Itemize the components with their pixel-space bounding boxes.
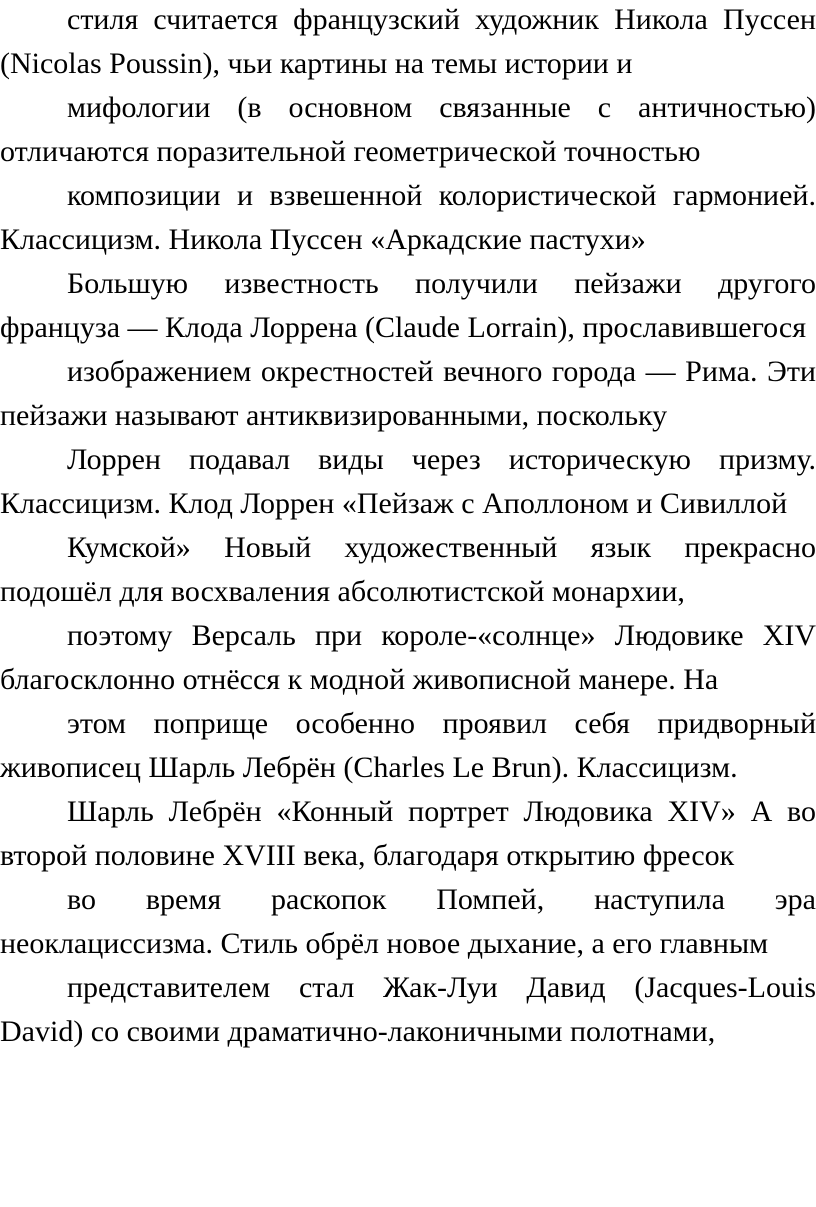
paragraph: Лоррен подавал виды через историческую призму. Классицизм. Клод Лоррен «Пейзаж с Аполлоном и Сивиллой bbox=[0, 443, 816, 520]
paragraph: Большую известность получили пейзажи другого француза — Клода Лоррена (Claude Lorrain), прославившегося bbox=[0, 267, 816, 344]
paragraph: Шарль Лебрён «Конный портрет Людовика XIV» А во второй половине XVIII века, благодаря открытию фресок bbox=[0, 795, 816, 872]
paragraph: представителем стал Жак-Луи Давид (Jacques-Louis David) со своими драматично-лаконичными полотнами, bbox=[0, 971, 816, 1048]
paragraph: стиля считается французский художник Никола Пуссен (Nicolas Poussin), чьи картины на темы истории и bbox=[0, 3, 816, 80]
paragraph: изображением окрестностей вечного города — Рима. Эти пейзажи называют антиквизированными, поскольку bbox=[0, 355, 816, 432]
paragraph: мифологии (в основном связанные с античностью) отличаются поразительной геометрической точностью bbox=[0, 91, 816, 168]
paragraph: Кумской» Новый художественный язык прекрасно подошёл для восхваления абсолютистской монархии, bbox=[0, 531, 816, 608]
paragraph: композиции и взвешенной колористической гармонией. Классицизм. Никола Пуссен «Аркадские пастухи» bbox=[0, 179, 816, 256]
paragraph: этом поприще особенно проявил себя придворный живописец Шарль Лебрён (Charles Le Brun). Классицизм. bbox=[0, 707, 816, 784]
paragraph: во время раскопок Помпей, наступила эра неоклациссизма. Стиль обрёл новое дыхание, а его главным bbox=[0, 883, 816, 960]
paragraph: поэтому Версаль при короле-«солнце» Людовике XIV благосклонно отнёсся к модной живописной манере. На bbox=[0, 619, 816, 696]
